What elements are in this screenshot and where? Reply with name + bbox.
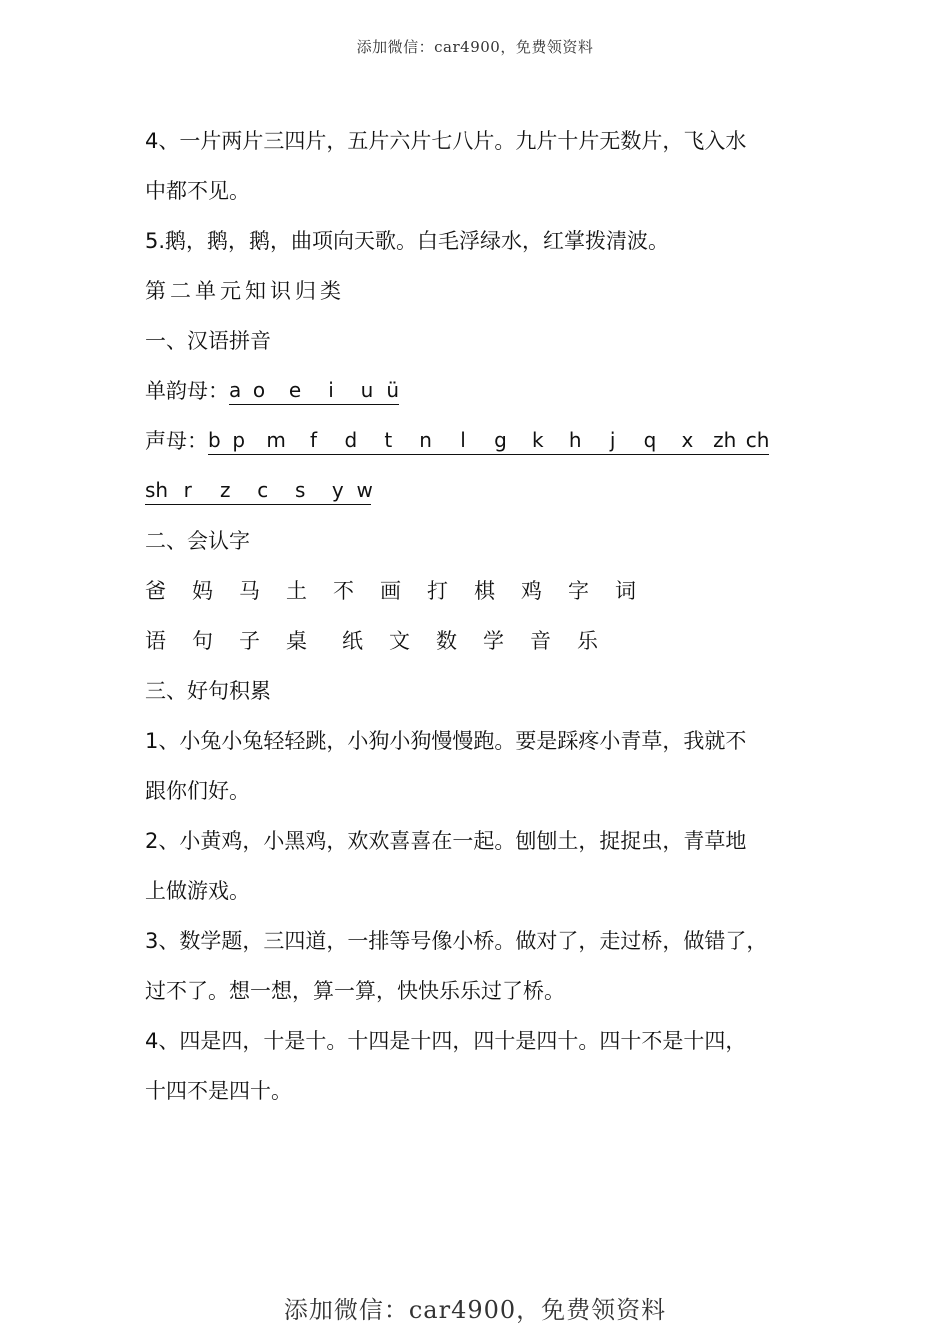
document-body	[145, 116, 810, 1116]
chars-row-1	[145, 566, 810, 616]
shengmu-item: m	[266, 428, 286, 452]
sentence-1-line-2: 跟你们好。	[145, 779, 250, 803]
shengmu-item: y	[331, 478, 344, 502]
poem-4-line-1: 4、一片两片三四片，五片六片七八片。九片十片无数片，飞入水	[145, 129, 747, 153]
shengmu-item: x	[681, 428, 694, 452]
char-item: 桌	[286, 629, 307, 653]
shengmu-item: n	[419, 428, 432, 452]
yunmu-item: u	[360, 378, 374, 402]
yunmu-item: o	[252, 378, 266, 402]
char-item: 纸	[342, 629, 363, 653]
shengmu-item: r	[183, 478, 192, 502]
sentence-3-line-2: 过不了。想一想，算一算，快快乐乐过了桥。	[145, 979, 565, 1003]
footer-watermark: 添加微信：car4900，免费领资料	[283, 1296, 667, 1324]
pinyin-heading: 一、汉语拼音	[145, 329, 271, 353]
shengmu-item: q	[643, 428, 657, 452]
shengmu-item: ch	[745, 428, 770, 452]
char-item: 土	[286, 579, 307, 603]
sentence-4-line-2: 十四不是四十。	[145, 1079, 292, 1103]
char-item: 棋	[474, 579, 495, 603]
poem-4-line-2: 中都不见。	[145, 179, 250, 203]
char-item: 不	[333, 579, 354, 603]
shengmu-item: j	[609, 428, 616, 452]
poem-5: 5.鹅，鹅，鹅，曲项向天歌。白毛浮绿水，红掌拨清波。	[145, 229, 670, 253]
char-item: 学	[483, 629, 504, 653]
shengmu-item: b	[208, 428, 221, 452]
yunmu-item: i	[328, 378, 334, 402]
char-item: 爸	[145, 579, 166, 603]
sentence-4-line-1: 4、四是四，十是十。十四是十四，四十是四十。四十不是十四，	[145, 1029, 747, 1053]
yunmu-item: e	[288, 378, 302, 402]
shengmu-item: sh	[145, 478, 169, 502]
shengmu-item: d	[344, 428, 358, 452]
shengmu-item: l	[460, 428, 466, 452]
char-item: 妈	[192, 579, 213, 603]
shengmu-item: g	[494, 428, 507, 452]
shengmu-line-1	[145, 416, 810, 466]
chars-row-2	[145, 616, 810, 666]
char-item: 音	[530, 629, 551, 653]
unit-2-title: 第二单元知识归类	[145, 279, 345, 303]
shengmu-label: 声母：	[145, 429, 208, 453]
shengmu-item: t	[384, 428, 393, 452]
char-item: 打	[427, 579, 448, 603]
shengmu-item: z	[220, 478, 231, 502]
shengmu-line-2	[145, 466, 810, 516]
chars-heading: 二、会认字	[145, 529, 250, 553]
shengmu-item: w	[356, 478, 373, 502]
shengmu-list-1	[208, 429, 769, 455]
char-item: 乐	[577, 629, 598, 653]
sentence-1-line-1: 1、小兔小兔轻轻跳，小狗小狗慢慢跑。要是踩疼小青草，我就不	[145, 729, 747, 753]
shengmu-list-2	[145, 479, 371, 505]
shengmu-item: p	[232, 428, 246, 452]
shengmu-item: s	[295, 478, 306, 502]
char-item: 画	[380, 579, 401, 603]
sentence-2-line-2: 上做游戏。	[145, 879, 250, 903]
sentence-3-line-1: 3、数学题，三四道，一排等号像小桥。做对了，走过桥，做错了，	[145, 929, 768, 953]
char-item: 语	[145, 629, 166, 653]
char-item: 词	[615, 579, 636, 603]
char-item: 子	[239, 629, 260, 653]
yunmu-label: 单韵母：	[145, 379, 229, 403]
yunmu-item: ü	[386, 378, 399, 402]
shengmu-item: c	[257, 478, 269, 502]
shengmu-item: zh	[713, 428, 737, 452]
shengmu-item: f	[309, 428, 317, 452]
shengmu-item: k	[532, 428, 544, 452]
char-item: 句	[192, 629, 213, 653]
char-item: 马	[239, 579, 260, 603]
char-item: 数	[436, 629, 457, 653]
sentences-heading: 三、好句积累	[145, 679, 271, 703]
yunmu-item: a	[229, 378, 242, 402]
char-item: 文	[389, 629, 410, 653]
shengmu-item: h	[568, 428, 582, 452]
char-item: 鸡	[521, 579, 542, 603]
yunmu-list	[229, 379, 399, 405]
sentence-2-line-1: 2、小黄鸡，小黑鸡，欢欢喜喜在一起。刨刨土，捉捉虫，青草地	[145, 829, 747, 853]
yunmu-line	[145, 366, 810, 416]
char-item: 字	[568, 579, 589, 603]
header-watermark: 添加微信：car4900，免费领资料	[356, 38, 594, 56]
